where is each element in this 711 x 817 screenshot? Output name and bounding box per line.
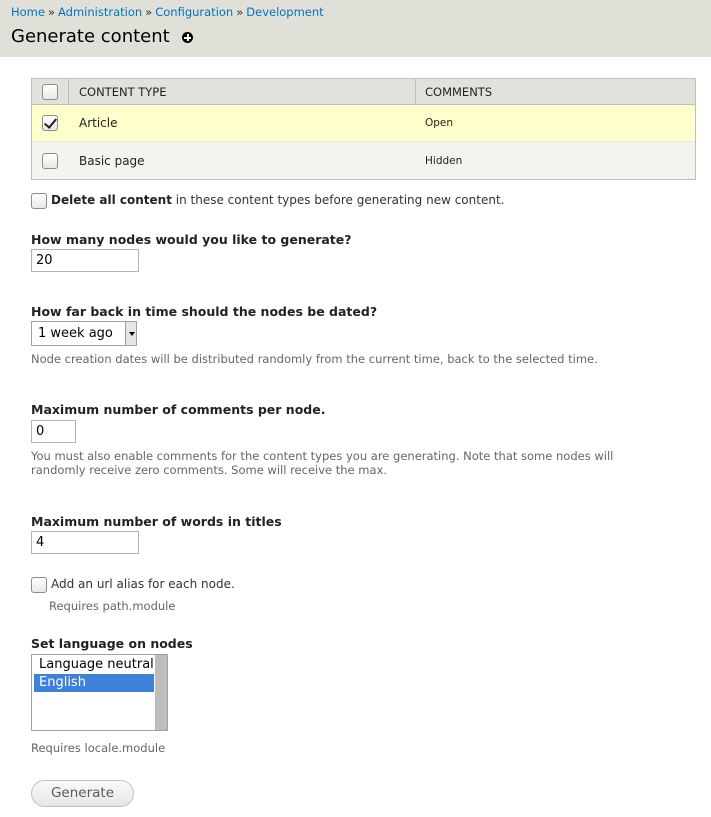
table-row[interactable] bbox=[32, 105, 695, 142]
row-comments: Hidden bbox=[425, 154, 463, 167]
url-alias-label: Add an url alias for each node. bbox=[51, 577, 235, 591]
time-range-label: How far back in time should the nodes be dated? bbox=[31, 304, 378, 319]
table-row[interactable] bbox=[32, 142, 695, 179]
comments-description-line2: randomly receive zero comments. Some will receive the max. bbox=[31, 463, 387, 477]
listbox-scrollbar[interactable] bbox=[155, 655, 167, 730]
delete-all-checkbox[interactable] bbox=[31, 193, 47, 209]
comments-description-line1: You must also enable comments for the content types you are generating. Note that some nodes will bbox=[31, 449, 614, 463]
breadcrumb-configuration[interactable]: Configuration bbox=[155, 5, 234, 19]
row-content-type: Article bbox=[79, 116, 118, 130]
header-content-type[interactable]: CONTENT TYPE bbox=[79, 84, 167, 99]
nodes-input[interactable]: 20 bbox=[31, 249, 139, 272]
breadcrumb-administration[interactable]: Administration bbox=[58, 5, 143, 19]
select-all-checkbox[interactable] bbox=[42, 84, 58, 100]
table-header-row bbox=[32, 79, 695, 105]
nodes-label: How many nodes would you like to generate? bbox=[31, 232, 352, 247]
chevron-down-icon[interactable] bbox=[125, 322, 136, 345]
page-title: Generate content bbox=[11, 26, 170, 47]
time-range-selected: 1 week ago bbox=[38, 326, 113, 341]
header-comments[interactable]: COMMENTS bbox=[425, 84, 493, 99]
title-words-input[interactable]: 4 bbox=[31, 531, 139, 554]
breadcrumb-development[interactable]: Development bbox=[246, 5, 324, 19]
breadcrumb-separator: » bbox=[47, 5, 56, 19]
language-listbox[interactable] bbox=[31, 654, 168, 731]
language-option-english[interactable]: English bbox=[34, 674, 154, 692]
breadcrumb-home[interactable]: Home bbox=[11, 5, 45, 19]
breadcrumb bbox=[11, 5, 324, 19]
language-label: Set language on nodes bbox=[31, 636, 193, 651]
row-content-type: Basic page bbox=[79, 153, 145, 168]
title-words-label: Maximum number of words in titles bbox=[31, 514, 282, 529]
url-alias-checkbox[interactable] bbox=[31, 577, 47, 593]
plus-circle-icon[interactable] bbox=[182, 32, 193, 43]
row-checkbox-article[interactable] bbox=[42, 115, 58, 131]
row-checkbox-basic-page[interactable] bbox=[42, 153, 58, 169]
language-option-neutral[interactable]: Language neutral bbox=[39, 657, 154, 672]
time-range-description: Node creation dates will be distributed randomly from the current time, back to the selected time. bbox=[31, 352, 598, 366]
comments-label: Maximum number of comments per node. bbox=[31, 402, 326, 417]
url-alias-description: Requires path.module bbox=[49, 599, 176, 613]
delete-all-label: Delete all content in these content types before generating new content. bbox=[51, 193, 505, 207]
generate-button[interactable]: Generate bbox=[31, 780, 134, 807]
row-comments: Open bbox=[425, 117, 454, 129]
page-header bbox=[0, 0, 711, 57]
breadcrumb-separator: » bbox=[145, 5, 153, 19]
content-type-table bbox=[31, 78, 696, 180]
breadcrumb-separator: » bbox=[236, 5, 244, 19]
time-range-select[interactable] bbox=[31, 321, 137, 346]
language-description: Requires locale.module bbox=[31, 741, 166, 755]
comments-input[interactable]: 0 bbox=[31, 420, 76, 443]
